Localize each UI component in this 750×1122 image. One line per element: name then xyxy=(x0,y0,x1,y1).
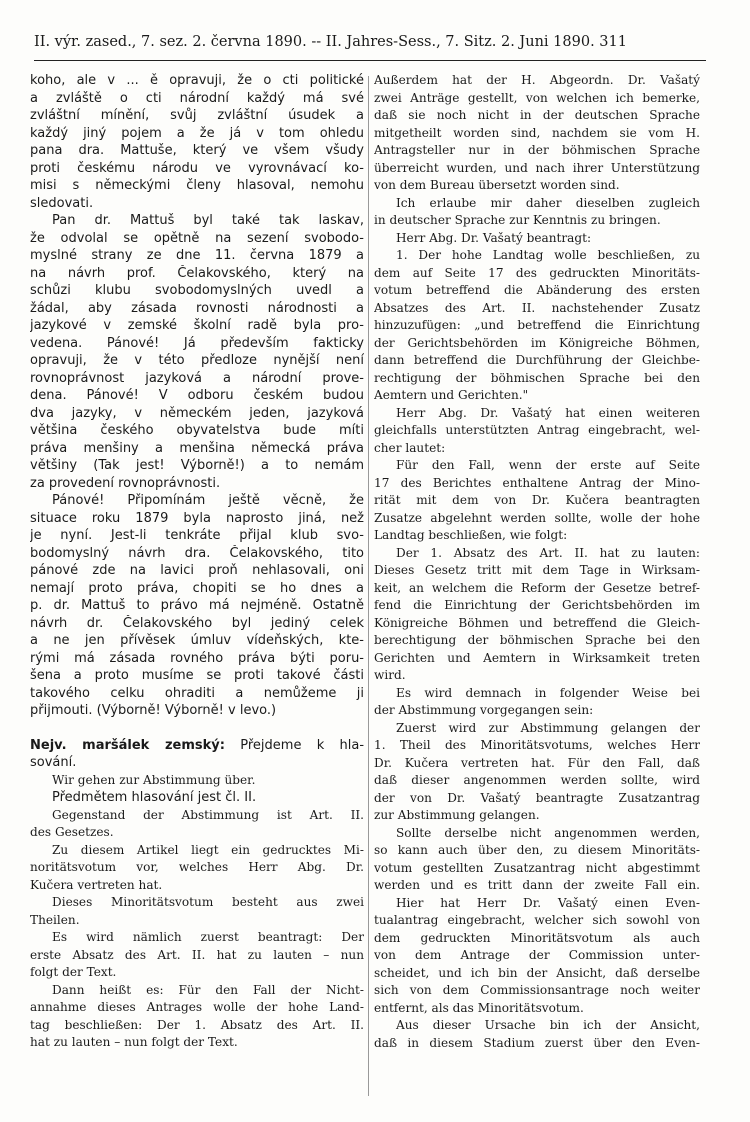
text-line: dem auf Seite 17 des gedruckten Minoritäts- xyxy=(374,265,700,280)
text-line: scheidet, und ich bin der Ansicht, daß derselbe xyxy=(374,965,700,980)
text-line: Dr. Kučera vertreten hat. Für den Fall, daß xyxy=(374,755,700,770)
text-line: Es wird nämlich zuerst beantragt: Der xyxy=(52,930,364,944)
text-line: většina českého obyvatelstva bude míti xyxy=(30,423,364,438)
text-line: Königreiche Böhmen und betreffend die Gleich- xyxy=(374,615,700,630)
text-line: Theilen. xyxy=(30,912,80,927)
text-line: Zusatze abgelehnt werden sollte, wolle der hohe xyxy=(374,510,700,525)
text-line: der von Dr. Vašatý beantragte Zusatzantrag xyxy=(374,790,700,805)
text-line: 1. Theil des Minoritätsvotums, welches Herr xyxy=(374,738,700,752)
text-line: des Gesetzes. xyxy=(30,825,114,839)
text-line: zur Abstimmung gelangen. xyxy=(374,808,540,822)
text-line: misi s německými členy hlasoval, nemohu xyxy=(30,178,364,193)
text-line: rými má zásada rovného práva býti poru- xyxy=(30,650,364,666)
text-line: mitgetheilt worden sind, nachdem sie vom H. xyxy=(374,125,700,140)
text-line: dva jazyky, v německém jeden, jazyková xyxy=(30,405,364,421)
text-line: überreicht wurden, und nach ihrer Unterstützung xyxy=(374,160,700,175)
text-line: daß in diesem Stadium zuerst über den Even- xyxy=(374,1035,700,1050)
text-line: daß sie noch nicht in der deutschen Sprache xyxy=(374,108,700,122)
text-line: Herr Abg. Dr. Vašatý beantragt: xyxy=(396,230,592,245)
text-line: Kučera vertreten hat. xyxy=(30,877,163,892)
text-line: Sollte derselbe nicht angenommen werden, xyxy=(396,825,700,840)
text-line: Für den Fall, wenn der erste auf Seite xyxy=(396,458,700,472)
text-line: annahme dieses Antrages wolle der hohe Land- xyxy=(30,1000,364,1014)
text-line: Es wird demnach in folgender Weise bei xyxy=(396,685,700,700)
text-line: vedena. Pánové! Já především fakticky xyxy=(30,335,364,351)
text-line xyxy=(30,737,364,755)
text-line: rovnoprávnost jazyková a národní prove- xyxy=(30,370,364,386)
text-line: der Abstimmung vorgegangen sein: xyxy=(374,703,594,717)
text-line: Dieses Minoritätsvotum besteht aus zwei xyxy=(52,895,364,909)
text-line: Hier hat Herr Dr. Vašatý einen Even- xyxy=(396,895,700,910)
text-line: Předmětem hlasování jest čl. II. xyxy=(52,790,257,805)
text-line: rität mit dem von Dr. Kučera beantragten xyxy=(374,493,700,507)
text-line: Pan dr. Mattuš byl také tak laskav, xyxy=(52,213,364,228)
speech-text: Přejdeme k hla- xyxy=(224,737,364,753)
text-line: wird. xyxy=(374,668,406,682)
text-line: schůzi klubu svobodomyslných uvedl a xyxy=(30,283,364,298)
text-line: rechtigung der böhmischen Sprache bei den xyxy=(374,370,700,385)
text-line: sování. xyxy=(30,755,77,770)
text-line: šena a proto musíme se proti takové části xyxy=(30,668,364,683)
text-line: nemají proto práva, chopiti se ho dnes a xyxy=(30,580,364,596)
text-line: daß dieser angenommen werden sollte, wird xyxy=(374,773,700,787)
text-line: že odvolal se opětně na sezení svobodo- xyxy=(30,230,364,246)
text-line: Dann heißt es: Für den Fall der Nicht- xyxy=(52,982,364,997)
header-rule xyxy=(34,60,706,61)
text-line: in deutscher Sprache zur Kenntnis zu bringen. xyxy=(374,213,661,227)
text-line: Der 1. Absatz des Art. II. hat zu lauten: xyxy=(396,545,700,560)
text-line: koho, ale v ... ě opravuji, že o cti politické xyxy=(30,73,364,88)
right-column-german xyxy=(374,72,700,1052)
text-line: Aemtern und Gerichten." xyxy=(374,388,529,402)
text-line: a ne jen přívěsek úmluv vídeňských, kte- xyxy=(30,633,364,648)
text-line: zvláštní mínění, svůj zvláštní úsudek a xyxy=(30,108,364,123)
text-line: entfernt, als das Minoritätsvotum. xyxy=(374,1000,584,1015)
left-column-czech xyxy=(30,72,364,1052)
text-line: votum betreffend die Abänderung des ersten xyxy=(374,283,700,297)
text-line: zwei Anträge gestellt, von welchen ich bemerke, xyxy=(374,90,700,105)
text-line: Aus dieser Ursache bin ich der Ansicht, xyxy=(396,1018,700,1032)
text-line: Zu diesem Artikel liegt ein gedrucktes Mi- xyxy=(52,842,364,857)
text-line: hat zu lauten – nun folgt der Text. xyxy=(30,1035,238,1049)
text-line: Dieses Gesetz tritt mit dem Tage in Wirksam- xyxy=(374,563,700,577)
text-line: pana dra. Mattuše, který ve všem všudy xyxy=(30,143,364,158)
paragraph-gap xyxy=(30,720,364,737)
text-line: za provedení rovnoprávnosti. xyxy=(30,475,221,491)
text-line: sich von dem Commissionsantrage noch weiter xyxy=(374,983,700,997)
text-line: dena. Pánové! V odboru českém budou xyxy=(30,388,364,403)
text-line: Herr Abg. Dr. Vašatý hat einen weiteren xyxy=(396,405,700,420)
text-line: von dem Bureau übersetzt worden sind. xyxy=(374,178,620,192)
text-line: Gerichten und Aemtern in Wirksamkeit treten xyxy=(374,650,700,665)
text-line: der Gerichtsbehörden im Königreiche Böhmen, xyxy=(374,335,700,350)
text-line: hinzuzufügen: „und betreffend die Einrichtung xyxy=(374,318,700,332)
page-header: II. výr. zased., 7. sez. 2. června 1890. -- II. Jahres-Sess., 7. Sitz. 2. Juni 1890. 311 xyxy=(34,34,627,50)
text-line: opravuji, že v této předloze nynější není xyxy=(30,353,364,368)
text-line: většiny (Tak jest! Výborně!) a to nemám xyxy=(30,458,364,473)
text-line: návrh dr. Čelakovského byl jediný celek xyxy=(30,615,364,631)
text-line: cher lautet: xyxy=(374,440,446,455)
text-line: sledovati. xyxy=(30,195,94,211)
text-line: tag beschließen: Der 1. Absatz des Art. II. xyxy=(30,1017,364,1032)
text-line: berechtigung der böhmischen Sprache bei den xyxy=(374,633,700,647)
text-line: 1. Der hohe Landtag wolle beschließen, zu xyxy=(396,248,700,262)
text-line: proti českému národu ve vyrovnávací ko- xyxy=(30,160,364,176)
text-line: Pánové! Připomínám ještě věcně, že xyxy=(52,493,364,508)
text-line: werden und es tritt dann der zweite Fall ein. xyxy=(374,878,700,892)
text-line: přijmouti. (Výborně! Výborně! v levo.) xyxy=(30,703,277,718)
text-line: Gegenstand der Abstimmung ist Art. II. xyxy=(52,807,364,822)
text-line: bodomyslný návrh dra. Čelakovského, tito xyxy=(30,545,364,561)
text-line: Außerdem hat der H. Abgeordn. Dr. Vašatý xyxy=(374,73,700,87)
text-line: p. dr. Mattuš to právo má nejméně. Ostatně xyxy=(30,598,364,613)
text-line: takového celku ohraditi a nemůžeme ji xyxy=(30,685,364,701)
text-line: žádal, aby zásada rovnosti národnosti a xyxy=(30,300,364,316)
text-line: dem gedruckten Minoritätsvotum als auch xyxy=(374,930,700,945)
text-line: von dem Antrage der Commission unter- xyxy=(374,948,700,962)
text-line: Zuerst wird zur Abstimmung gelangen der xyxy=(396,720,700,735)
column-divider xyxy=(368,76,369,1096)
text-line: situace roku 1879 byla naprosto jiná, než xyxy=(30,510,364,526)
text-line: jazykové v zemské školní radě byla pro- xyxy=(30,318,364,333)
text-line: votum gestellten Zusatzantrag nicht abgestimmt xyxy=(374,860,700,875)
text-line: dann betreffend die Durchführung der Gleichbe- xyxy=(374,353,700,367)
text-line: Wir gehen zur Abstimmung über. xyxy=(52,772,256,787)
text-line: Landtag beschließen, wie folgt: xyxy=(374,528,568,542)
text-line: keit, an welchem die Reform der Gesetze betref- xyxy=(374,580,700,595)
text-line: so kann auch über den, zu diesem Minoritäts- xyxy=(374,843,700,857)
text-line: každý jiný pojem a že já v tom ohledu xyxy=(30,125,364,141)
text-line: gleichfalls unterstützten Antrag eingebracht, wel- xyxy=(374,423,700,437)
text-line: tualantrag eingebracht, welcher sich sowohl von xyxy=(374,913,700,927)
text-line: je nyní. Jest-li tenkráte přijal klub svo- xyxy=(30,528,364,543)
text-line: folgt der Text. xyxy=(30,965,117,979)
text-line: a zvláště o cti národní každý má své xyxy=(30,90,364,106)
text-line: myslné strany ze dne 11. června 1879 a xyxy=(30,248,364,263)
text-line: Ich erlaube mir daher dieselben zugleich xyxy=(396,195,700,210)
text-line: Absatzes des Art. II. nachstehender Zusatz xyxy=(374,300,700,315)
text-line: Antragsteller nur in der böhmischen Sprache xyxy=(374,143,700,157)
text-line: 17 des Berichtes enthaltene Antrag der Mino- xyxy=(374,475,700,490)
speaker-name: Nejv. maršálek zemský: xyxy=(30,737,225,753)
text-line: na návrh prof. Čelakovského, který na xyxy=(30,265,364,281)
text-line: erste Absatz des Art. II. hat zu lauten – nun xyxy=(30,947,364,962)
text-line: pánové zde na lavici proň nehlasovali, oni xyxy=(30,563,364,578)
text-line: práva menšiny a menšina německá práva xyxy=(30,440,364,456)
text-line: fend die Einrichtung der Gerichtsbehörden im xyxy=(374,598,700,612)
text-line: noritätsvotum vor, welches Herr Abg. Dr. xyxy=(30,860,364,874)
